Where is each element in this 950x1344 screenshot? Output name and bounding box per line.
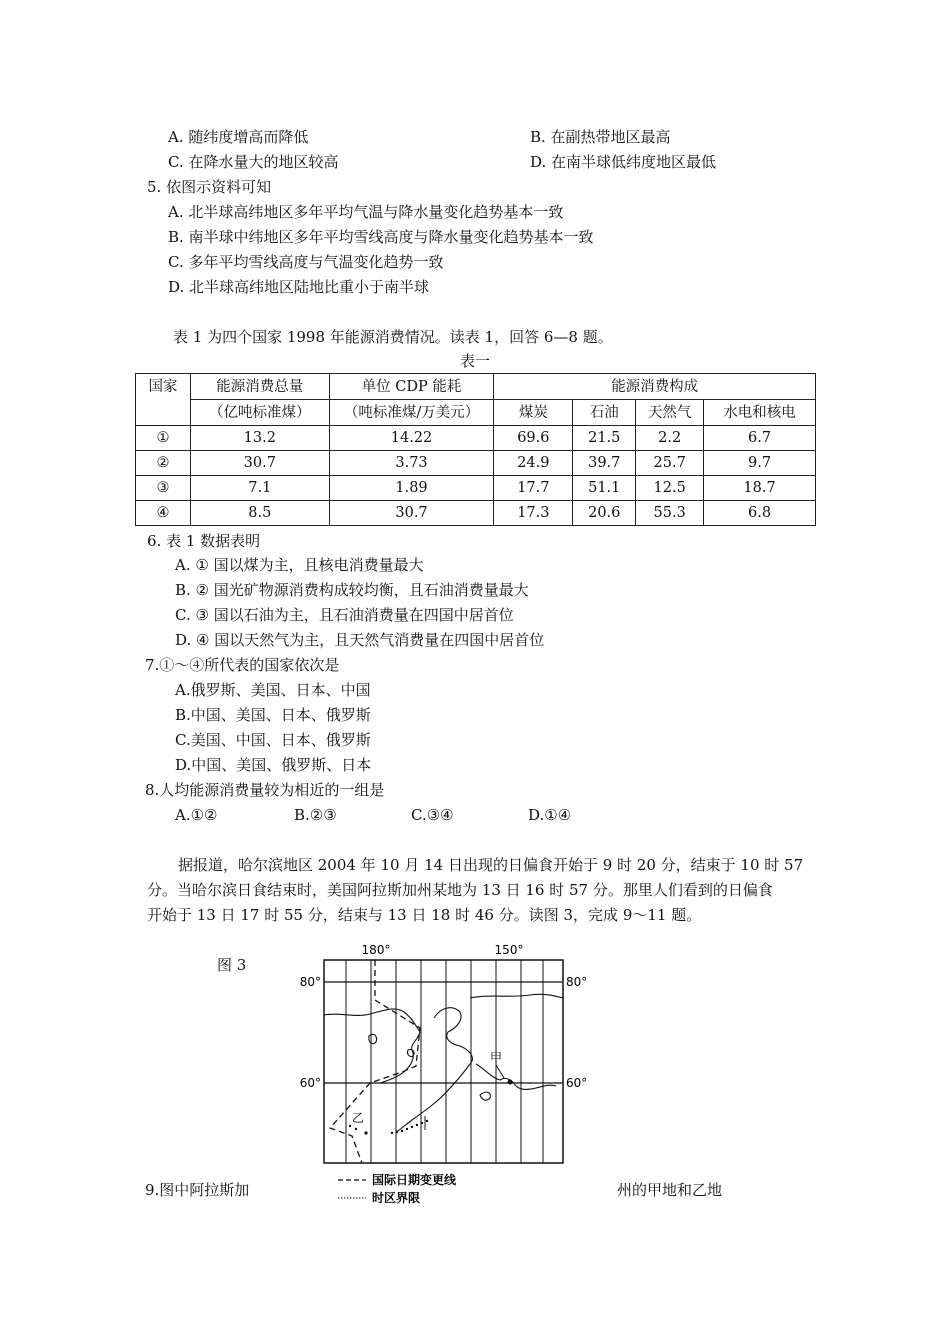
cell-total: 8.5 — [190, 501, 329, 526]
table-row — [136, 426, 816, 451]
header-gas: 天然气 — [636, 400, 704, 426]
place-label-yi: 乙 — [352, 1111, 365, 1125]
q7-option-b: B.中国、美国、日本、俄罗斯 — [175, 706, 371, 724]
q6-option-d: D. ④ 国以天然气为主，且天然气消费量在四国中居首位 — [175, 631, 545, 649]
cell-country: ④ — [136, 501, 191, 526]
lon-label-150: 150° — [494, 943, 524, 957]
table-row — [136, 476, 816, 501]
cell-unit: 14.22 — [329, 426, 494, 451]
header-unit-line2: （吨标准煤/万美元） — [329, 400, 494, 426]
q6-option-b: B. ② 国光矿物源消费构成较均衡，且石油消费量最大 — [175, 581, 529, 599]
lat-label-80-left: 80° — [300, 975, 321, 989]
q7-stem: 7.①～④所代表的国家依次是 — [145, 656, 340, 674]
header-oil: 石油 — [573, 400, 636, 426]
cell-gas: 55.3 — [636, 501, 704, 526]
cell-oil: 39.7 — [573, 451, 636, 476]
cell-total: 13.2 — [190, 426, 329, 451]
q5-option-b: B. 南半球中纬地区多年平均雪线高度与降水量变化趋势基本一致 — [168, 228, 594, 246]
legend-timezone-label: 时区界限 — [372, 1191, 421, 1205]
cell-oil: 20.6 — [573, 501, 636, 526]
cell-oil: 51.1 — [573, 476, 636, 501]
header-total-line1: 能源消费总量 — [190, 374, 329, 400]
q6-option-c: C. ③ 国以石油为主，且石油消费量在四国中居首位 — [175, 606, 514, 624]
cell-coal: 17.7 — [494, 476, 573, 501]
cell-gas: 2.2 — [636, 426, 704, 451]
cell-hydro: 18.7 — [704, 476, 816, 501]
cell-coal: 24.9 — [494, 451, 573, 476]
q6-stem: 6. 表 1 数据表明 — [147, 532, 261, 550]
q8-option-b: B.②③ — [294, 806, 337, 824]
cell-coal: 69.6 — [494, 426, 573, 451]
q8-option-c: C.③④ — [411, 806, 454, 824]
cell-country: ② — [136, 451, 191, 476]
q8-option-a: A.①② — [175, 806, 218, 824]
cell-gas: 25.7 — [636, 451, 704, 476]
header-unit-line1: 单位 CDP 能耗 — [329, 374, 494, 400]
cell-unit: 3.73 — [329, 451, 494, 476]
q5-stem: 5. 依图示资料可知 — [147, 178, 272, 196]
q4-option-d: D. 在南半球低纬度地区最低 — [530, 153, 717, 171]
cell-hydro: 6.8 — [704, 501, 816, 526]
cell-gas: 12.5 — [636, 476, 704, 501]
q4-option-b: B. 在副热带地区最高 — [530, 128, 671, 146]
header-coal: 煤炭 — [494, 400, 573, 426]
q5-option-a: A. 北半球高纬地区多年平均气温与降水量变化趋势基本一致 — [168, 203, 564, 221]
lat-label-60-left: 60° — [300, 1076, 321, 1090]
header-structure: 能源消费构成 — [494, 374, 816, 400]
q4-option-c: C. 在降水量大的地区较高 — [168, 153, 339, 171]
cell-hydro: 6.7 — [704, 426, 816, 451]
figure-label: 图 3 — [217, 956, 247, 974]
legend-dateline-label: 国际日期变更线 — [372, 1173, 457, 1187]
map-figure — [300, 940, 590, 1210]
passage-line-2: 分。当哈尔滨日食结束时，美国阿拉斯加州某地为 13 日 16 时 57 分。那里人们看到的日偏食 — [147, 881, 773, 899]
cell-country: ③ — [136, 476, 191, 501]
energy-table — [135, 373, 816, 526]
q7-option-a: A.俄罗斯、美国、日本、中国 — [175, 681, 371, 699]
header-country: 国家 — [136, 374, 191, 426]
header-total-line2: （亿吨标准煤） — [190, 400, 329, 426]
q9-stem-left: 9.图中阿拉斯加 — [145, 1181, 250, 1199]
cell-total: 30.7 — [190, 451, 329, 476]
cell-coal: 17.3 — [494, 501, 573, 526]
passage-line-1: 据报道，哈尔滨地区 2004 年 10 月 14 日出现的日偏食开始于 9 时 20 分，结束于 10 时 57 — [178, 856, 804, 874]
cell-oil: 21.5 — [573, 426, 636, 451]
q5-option-c: C. 多年平均雪线高度与气温变化趋势一致 — [168, 253, 444, 271]
lat-label-60-right: 60° — [566, 1076, 588, 1090]
q7-option-c: C.美国、中国、日本、俄罗斯 — [175, 731, 371, 749]
table-row — [136, 501, 816, 526]
q8-option-d: D.①④ — [528, 806, 572, 824]
q4-option-a: A. 随纬度增高而降低 — [168, 128, 309, 146]
table-caption: 表一 — [460, 352, 491, 370]
passage-line-3: 开始于 13 日 17 时 55 分，结束与 13 日 18 时 46 分。读图 3，完成 9～11 题。 — [147, 906, 702, 924]
cell-country: ① — [136, 426, 191, 451]
q7-option-d: D.中国、美国、俄罗斯、日本 — [175, 756, 372, 774]
lat-label-80-right: 80° — [566, 975, 588, 989]
q9-stem-right: 州的甲地和乙地 — [617, 1181, 723, 1199]
place-label-jia: 甲 — [490, 1051, 503, 1065]
header-hydro-nuclear: 水电和核电 — [704, 400, 816, 426]
table-intro: 表 1 为四个国家 1998 年能源消费情况。读表 1，回答 6—8 题。 — [173, 328, 613, 346]
table-row — [136, 451, 816, 476]
q5-option-d: D. 北半球高纬地区陆地比重小于南半球 — [168, 278, 430, 296]
cell-unit: 30.7 — [329, 501, 494, 526]
lon-label-180: 180° — [361, 943, 391, 957]
cell-total: 7.1 — [190, 476, 329, 501]
q8-stem: 8.人均能源消费量较为相近的一组是 — [145, 781, 385, 799]
cell-hydro: 9.7 — [704, 451, 816, 476]
q6-option-a: A. ① 国以煤为主，且核电消费量最大 — [175, 556, 424, 574]
cell-unit: 1.89 — [329, 476, 494, 501]
